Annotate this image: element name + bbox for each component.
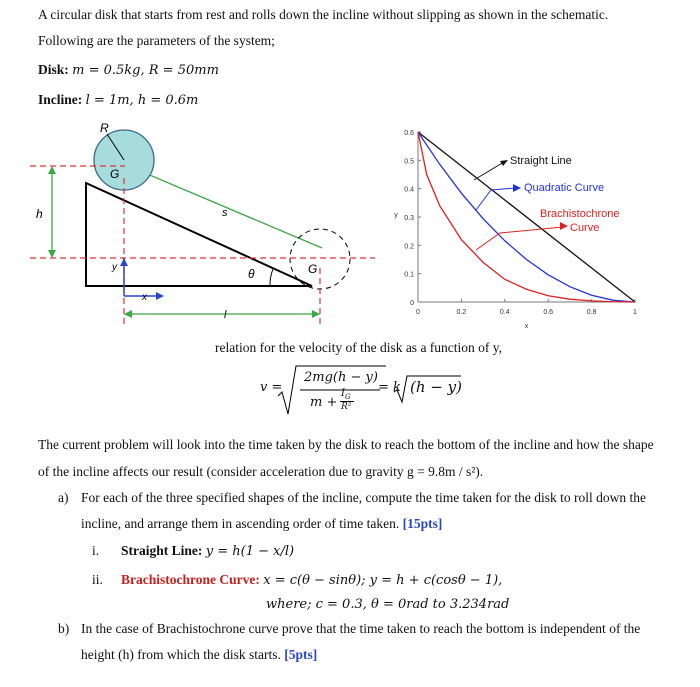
part-b-line-1: In the case of Brachistochrone curve prove that the time taken to reach the bottom is independent of the — [81, 621, 641, 636]
item-ii-where: where; c = 0.3, θ = 0rad to 3.234rad — [266, 597, 510, 612]
intro-line-1: A circular disk that starts from rest and rolls down the incline without slipping as shown in the schematic. — [38, 7, 609, 22]
intro-line-2: Following are the parameters of the system; — [38, 33, 275, 48]
label-s: s — [222, 207, 228, 219]
incline-value: l = 1m, h = 0.6m — [85, 93, 199, 108]
part-a-points: [15pts] — [402, 516, 443, 531]
label-h: h — [36, 207, 43, 221]
part-a-label: a) — [58, 490, 69, 505]
label-y: y — [112, 262, 117, 273]
v-den-m: m + — [310, 395, 338, 410]
y-tick-label: 0.1 — [404, 271, 414, 279]
incline-label: Incline: — [38, 92, 83, 107]
part-a-line-2: incline, and arrange them in ascending order of time taken. [15pts] — [81, 516, 443, 531]
part-a-line-1: For each of the three specified shapes of the incline, compute the time taken for the disk to roll down the — [81, 490, 646, 505]
disk-value: m = 0.5kg, R = 50mm — [72, 63, 219, 78]
incline-schematic — [0, 118, 380, 338]
item-i — [121, 543, 294, 559]
label-G2: G — [308, 262, 318, 276]
y-tick-label: 0 — [410, 300, 414, 307]
x-tick-label: 0.2 — [456, 309, 467, 316]
v-rhs-root: (h − y) — [410, 378, 462, 396]
x-tick-label: 0.6 — [543, 309, 554, 316]
item-ii-num: ii. — [92, 572, 103, 587]
problem-line-2: of the incline affects our result (consider acceleration due to gravity g = 9.8m / s²). — [38, 464, 484, 479]
x-axis-label: x — [524, 323, 529, 330]
y-tick-label: 0.3 — [404, 215, 414, 222]
label-R: R — [100, 121, 109, 135]
v-numerator: 2mg(h − y) — [304, 370, 378, 385]
x-tick-label: 0.8 — [586, 309, 597, 316]
item-i-label: Straight Line: — [121, 543, 203, 558]
x-tick-label: 1 — [633, 309, 637, 316]
disk-label: Disk: — [38, 62, 69, 77]
annot-curve: Curve — [570, 222, 600, 234]
incline-params — [38, 92, 198, 108]
label-theta: θ — [248, 267, 255, 281]
item-ii-equation: x = c(θ − sinθ); y = h + c(cosθ − 1), — [263, 573, 503, 588]
y-tick-label: 0.6 — [404, 130, 414, 137]
incline-triangle — [86, 183, 312, 286]
v-rhs: = k — [378, 380, 401, 395]
v-lhs: v = — [260, 380, 283, 395]
annot-brachistochrone: Brachistochrone — [540, 208, 620, 220]
y-tick-label: 0.5 — [404, 158, 414, 166]
curve-chart — [390, 120, 660, 340]
part-b-line-2: height (h) from which the disk starts. [5pts] — [81, 647, 318, 662]
part-b-label: b) — [58, 621, 70, 636]
y-tick-label: 0.4 — [404, 186, 414, 194]
y-axis-label: y — [394, 212, 398, 219]
label-l: l — [224, 309, 227, 321]
item-ii — [121, 572, 502, 588]
disk-params — [38, 62, 219, 78]
label-x: x — [142, 292, 147, 303]
x-tick-label: 0.4 — [499, 309, 510, 316]
velocity-caption: relation for the velocity of the disk as a function of y, — [215, 340, 503, 355]
y-tick-label: 0.2 — [404, 243, 414, 251]
velocity-equation — [260, 360, 480, 420]
label-G: G — [110, 167, 120, 181]
x-tick-label: 0 — [416, 309, 420, 316]
problem-line-1: The current problem will look into the time taken by the disk to reach the bottom of the incline and how the shape — [38, 437, 654, 452]
item-i-equation: y = h(1 − x/l) — [205, 544, 295, 559]
annot-straight-line: Straight Line — [510, 155, 572, 167]
annot-quadratic-curve: Quadratic Curve — [524, 182, 605, 194]
part-b-points: [5pts] — [284, 647, 318, 662]
item-ii-label: Brachistochrone Curve: — [121, 572, 260, 587]
v-den-ig: $I_G$ — [341, 388, 351, 401]
v-den-r2: R² — [341, 402, 352, 412]
item-i-num: i. — [92, 543, 100, 558]
